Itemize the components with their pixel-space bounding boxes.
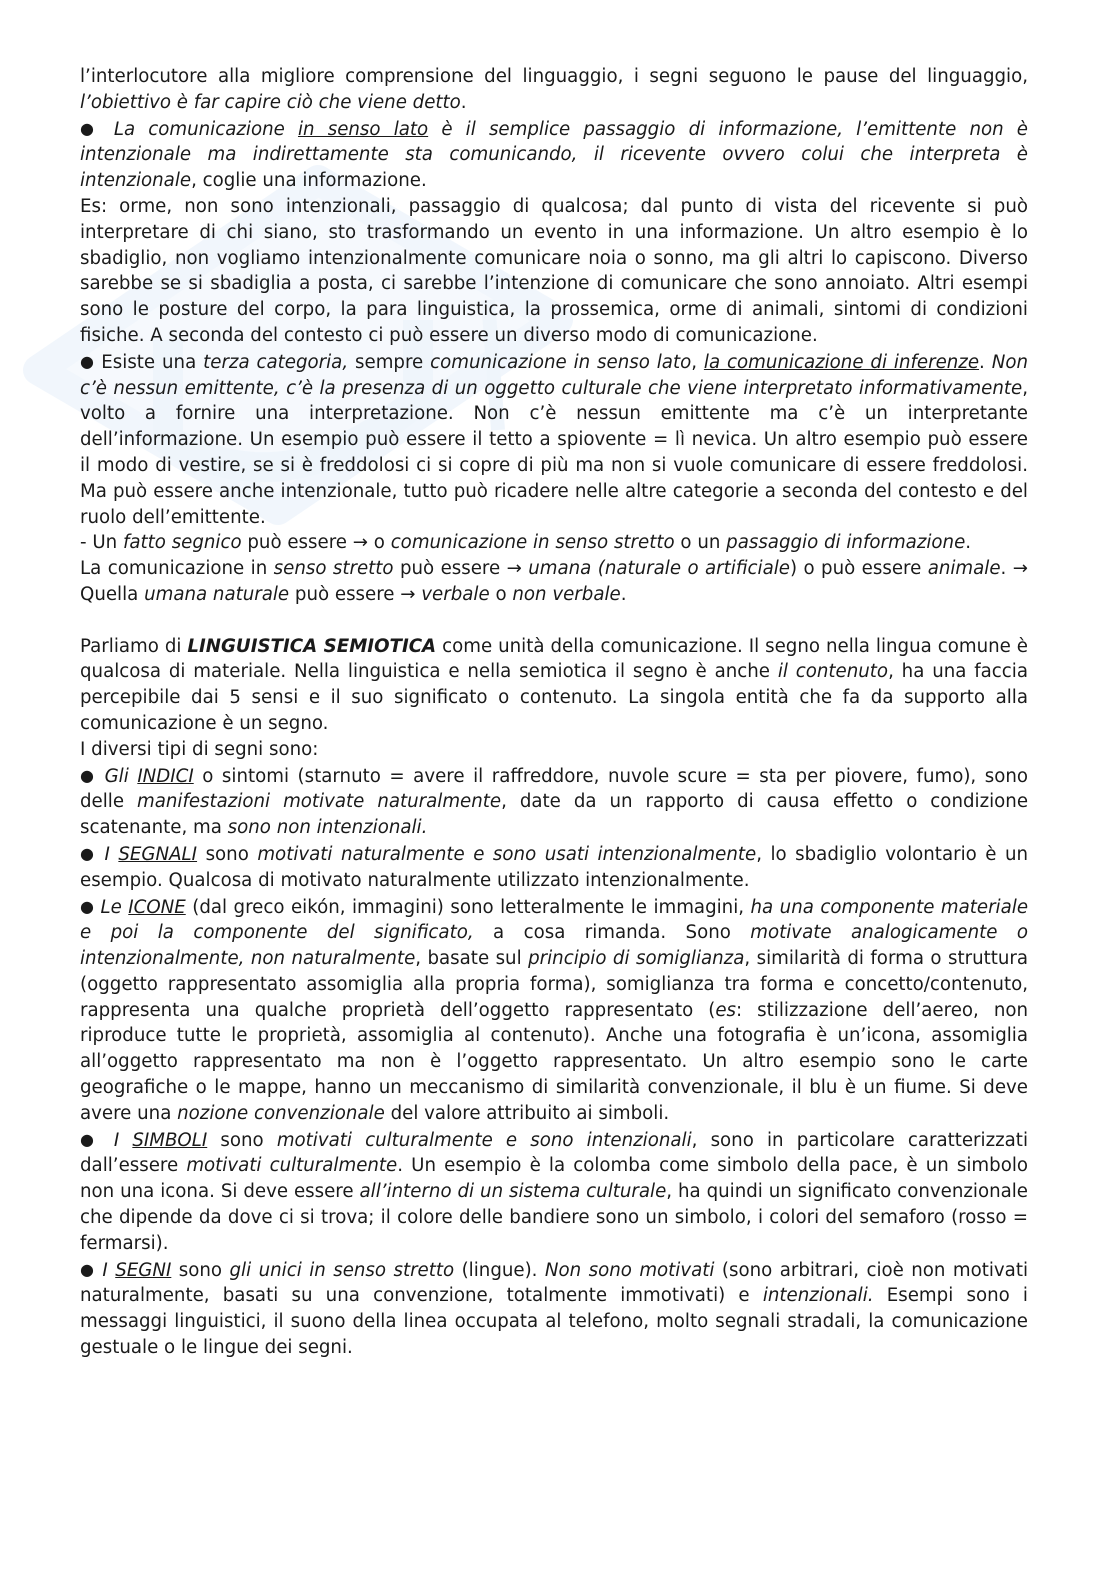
text-run: I diversi tipi di segni sono: [80,738,319,760]
text-run: . Un esempio è la colomba come simbolo della pace, è un simbolo non una icona. Si deve essere [80,1155,1028,1203]
paragraph [80,1257,1028,1361]
paragraph [80,556,1028,608]
text-run: . [460,91,467,113]
text-run: , ha quindi un significato convenzionale che dipende da dove ci si trova; il colore delle bandiere sono un simbolo, i colori del semaforo (rosso = fermarsi). [80,1181,1028,1254]
text-run: LINGUISTICA SEMIOTICA [187,635,437,657]
text-run: o sintomi (starnuto = avere il raffreddore, nuvole scure = sta per piovere, fumo), sono delle [80,765,1028,813]
text-run: del valore attribuito ai simboli. [384,1102,670,1124]
text-run: nozione convenzionale [177,1102,385,1124]
bullet-icon: ● [80,118,114,138]
paragraph [80,64,1028,116]
text-run: a cosa rimanda. Sono [473,922,751,944]
text-run: La comunicazione in [80,558,274,580]
text-run: senso stretto [273,558,394,580]
text-run: Esempi sono i messaggi linguistici, il suono della linea occupata al telefono, molto segnali stradali, la comunicazione gestuale o le lingue dei segni. [80,1285,1028,1359]
text-run: I [102,1259,116,1281]
text-run: , ha una faccia percepibile dai 5 sensi e il suo significato o contenuto. La singola entità che fa da supporto alla comunicazione è un segno. [80,661,1028,734]
text-run: es [715,999,737,1021]
text-run: Esiste una [101,351,204,373]
text-run: , basate sul [415,948,529,970]
bullet-icon: ● [80,843,105,863]
text-run: Parliamo di [80,635,188,657]
text-run: principio di somiglianza [528,948,745,970]
text-run: sono [197,843,258,865]
text-run: comunicazione in senso lato [430,351,692,373]
text-run: , sono in particolare caratterizzati dall’essere [80,1129,1028,1177]
text-run: comunicazione in senso stretto [390,532,675,554]
text-run: , lo sbadiglio volontario è un esempio. Qualcosa di motivato naturalmente utilizzato intenzionalmente. [80,843,1029,891]
text-run: manifestazioni motivate naturalmente [137,791,502,813]
text-run: . → Quella [80,558,1028,605]
text-run: umana naturale [144,583,290,605]
text-run: . [965,532,972,554]
text-run: , date da un rapporto di causa effetto o condizione scatenante, ma [80,791,1029,839]
text-run: in senso lato [297,118,429,140]
text-run: INDICI [137,765,194,787]
text-run: : stilizzazione dell’aereo, non riproduce tutte le proprietà, assomiglia al contenuto). Anche una fotografia è un’icona, assomiglia all’oggetto rappresentato ma non è l’oggetto rappresentato. Un altro esempio sono le carte geografiche o le mappe, hanno un meccanismo di similarità convenzionale, il blu è un fiume. Si deve avere una [80,999,1028,1124]
text-run: passaggio di informazione [726,532,966,554]
text-run: animale [927,558,1001,580]
text-run: o un [674,532,727,554]
text-run: il contenuto [777,661,889,683]
paragraph [80,194,1028,349]
text-run: I [104,843,119,865]
text-run: . [620,583,627,605]
text-run: gli unici in senso stretto [229,1259,455,1281]
bullet-icon: ● [80,351,102,371]
text-run: l’obiettivo è far capire ciò che viene detto [80,91,461,113]
text-run: , similarità di forma o struttura (oggetto rappresentato assomiglia alla propria forma), somiglianza tra forma e concetto/contenuto, rappresenta una qualche proprietà dell’oggetto rappresentato ( [80,948,1029,1021]
paragraph [80,737,1028,763]
text-run: l’interlocutore alla migliore comprensione del linguaggio, i segni seguono le pause del linguaggio, [80,66,1028,87]
text-run: - Un [80,532,123,554]
text-run: è il semplice passaggio di informazione, l’emittente non è intenzionale ma indirettamente sta comunicando, il ricevente ovvero colui che interpreta è intenzionale [80,118,1028,192]
text-run: Non sono motivati [544,1259,715,1281]
text-run: motivati culturalmente [186,1155,398,1177]
text-run: (sono arbitrari, cioè non motivati naturalmente, basati su una convenzione, totalmente immotivati) e [80,1259,1029,1307]
text-run: intenzionali. [762,1285,874,1307]
paragraph [80,349,1028,531]
text-run: o [489,583,513,605]
text-run: , volto a fornire una interpretazione. Non c’è nessun emittente ma c’è un interpretante dell’informazione. Un esempio può essere il tetto a spiovente = lì nevica. Un altro esempio può essere il modo di vestire, se si è freddolosi ci si copre di più ma non si vuole comunicare di essere freddolosi. Ma può essere anche intenzionale, tutto può ricadere nelle altre categorie a seconda del contesto e del ruolo dell’emittente. [80,377,1028,528]
text-run: (dal greco eikón, immagini) sono letteralmente le immagini, [185,896,751,918]
bullet-icon: ● [80,765,105,785]
text-run: sono non intenzionali. [227,817,428,839]
text-run: SEGNI [115,1259,172,1281]
document-page [80,64,1028,1361]
paragraph [80,530,1028,556]
text-run: sono [207,1129,277,1151]
bullet-icon: ● [80,896,101,916]
paragraph [80,841,1028,894]
text-run: ha una componente materiale e poi la componente del significato, [80,896,1029,944]
paragraph [80,763,1028,841]
text-run: , [691,351,704,373]
text-run: I [113,1129,133,1151]
text-run: può essere → [393,558,529,580]
text-run: Es: orme, non sono intenzionali, passaggio di qualcosa; dal punto di vista del ricevente si può interpretare di chi siano, sto trasformando un evento in una informazione. Un altro esempio è lo sbadiglio, non vogliamo intenzionalmente comunicare noia o sonno, ma gli altri lo capiscono. Diverso sarebbe se si sbadiglia a posta, ci sarebbe l’intenzione di comunicare che sono annoiato. Altri esempi sono le posture del corpo, la para linguistica, la prossemica, orme di animali, sintomi di condizioni fisiche. A seconda del contesto ci può essere un diverso modo di comunicazione. [80,195,1028,346]
text-run: , coglie una informazione. [191,170,427,192]
text-run: può essere → [289,583,422,605]
bullet-icon: ● [80,1259,103,1279]
text-run: . [979,351,992,373]
text-run: motivati naturalmente e sono usati intenzionalmente [257,843,757,865]
text-run: Non c’è nessun emittente, c’è la presenza di un oggetto culturale che viene interpretato informativamente [80,351,1028,399]
paragraph [80,116,1028,194]
text-run: la comunicazione di inferenze [703,351,980,373]
text-run: sempre [348,351,431,373]
bullet-icon: ● [80,1129,114,1149]
text-run: umana (naturale o artificiale [528,558,790,580]
text-run: ) o può essere [790,558,928,580]
text-run: non verbale [512,583,621,605]
text-run: può essere → o [241,532,391,554]
text-run: come unità della comunicazione. Il segno nella lingua comune è qualcosa di materiale. Nella linguistica e nella semiotica il segno è anche [80,635,1029,683]
text-run: motivati culturalmente e sono intenzionali [276,1129,692,1151]
text-run: ICONE [128,896,186,918]
text-run: Gli [104,765,138,787]
text-run: all’interno di un sistema culturale [359,1181,667,1203]
text-run: motivate analogicamente o intenzionalmente, non naturalmente [80,922,1028,970]
text-run: fatto segnico [122,532,242,554]
text-run: SEGNALI [118,843,198,865]
text-run: (lingue). [454,1259,545,1281]
text-run: verbale [421,583,490,605]
paragraph [80,1127,1028,1257]
text-run: sono [171,1259,230,1281]
paragraph [80,894,1028,1127]
paragraph [80,634,1028,737]
text-run: terza categoria, [203,351,349,373]
text-run: SIMBOLI [132,1129,208,1151]
text-run: La comunicazione [113,118,298,140]
text-run: Le [100,896,129,918]
